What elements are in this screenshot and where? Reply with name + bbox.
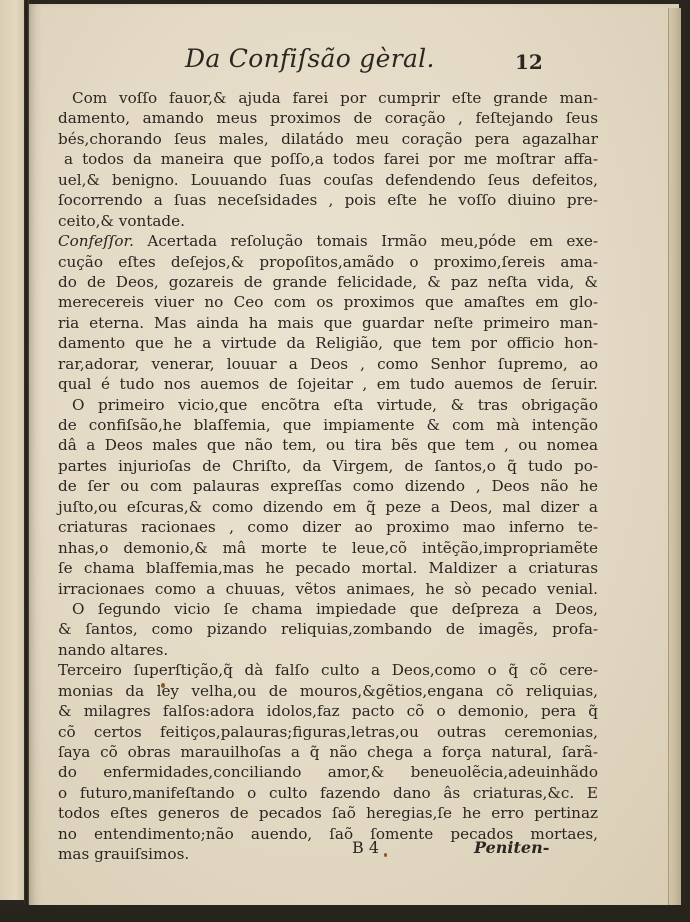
- running-header: [185, 44, 545, 78]
- text-line: cõ certos feitiços,palauras;figuras,letras,ou outras ceremonias,: [58, 722, 598, 741]
- text-line: juſto,ou eſcuras,& como dizendo em q̃ peze a Deos, mal dizer a: [58, 497, 598, 516]
- text-line: O ſegundo vicio ſe chama impiedade que deſpreza a Deos,: [72, 599, 598, 618]
- text-line: a todos da maneira que poſſo,a todos farei por me moſtrar affa-: [64, 150, 598, 169]
- text-line: merecereis viuer no Ceo com os proximos que amaſtes em glo-: [58, 293, 598, 312]
- text-line: no entendimento;não auendo, ſaõ ſomente pecados mortaes,: [58, 824, 598, 843]
- text-line: & ſantos, como pizando reliquias,zombando de imagẽs, profa-: [58, 620, 598, 639]
- text-line: ria eterna. Mas ainda ha mais que guardar neſte primeiro man-: [58, 313, 598, 332]
- signature-mark: B 4: [352, 838, 380, 857]
- text-line: nhas,o demonio,& mâ morte te leue,cõ intẽção,impropriamẽte: [58, 538, 598, 557]
- text-line: de confiſsão,he blaſfemia, que impiamente & com mà intenção: [58, 416, 598, 434]
- text-line: ſe chama blaſfemia,mas he pecado mortal. Maldizer a criaturas: [58, 559, 598, 578]
- text-line: de ſer ou com palauras expreſſas como dizendo , Deos não he: [58, 477, 598, 496]
- text-line: monias da ley velha,ou de mouros,&gẽtios,engana cõ reliquias,: [58, 681, 598, 700]
- text-line-rest: Acertada reſolução tomais Irmão meu,póde em exe-: [133, 232, 598, 251]
- text-line: criaturas racionaes , como dizer ao proximo mao inferno te-: [58, 518, 598, 537]
- folio-number: 12: [515, 50, 543, 74]
- facing-page-edge: [0, 0, 26, 900]
- text-line: O primeiro vicio,que encõtra eſta virtude, & tras obrigação: [72, 395, 598, 414]
- text-line: bés,chorando ſeus males, dilatádo meu coração pera agazalhar: [58, 129, 598, 148]
- text-line: todos eſtes generos de pecados ſaõ heregias,ſe he erro pertinaz: [58, 804, 598, 823]
- text-line: o futuro,manifeſtando o culto fazendo dano âs criaturas,&c. E: [58, 783, 598, 802]
- catchword: Peniten-: [474, 838, 550, 857]
- text-line: qual é tudo nos auemos de ſojeitar , em tudo auemos de ſeruir.: [58, 375, 598, 394]
- text-line: ſocorrendo a ſuas neceſsidades , pois eſte he voſſo diuino pre-: [58, 191, 598, 210]
- text-line: ceito,& vontade.: [58, 211, 185, 230]
- text-line: ſaya cõ obras marauilhoſas a q̃ não chega a força natural, ſarã-: [58, 743, 598, 761]
- running-head-title: Da Confiſsão gèral.: [185, 44, 435, 73]
- page-stack-edge: [668, 8, 681, 908]
- text-line: damento que he a virtude da Religião, que tem por officio hon-: [58, 334, 598, 353]
- text-line: dâ a Deos males que não tem, ou tira bẽs que tem , ou nomea: [58, 436, 598, 455]
- scan-background: [0, 905, 690, 922]
- text-line: cução eſtes deſejos,& propoſitos,amãdo o proximo,ſereis ama-: [58, 252, 598, 271]
- text-line: partes injurioſas de Chriſto, da Virgem, de ſantos,o q̃ tudo po-: [58, 456, 598, 475]
- text-line: nando altares.: [58, 640, 169, 659]
- text-line: Com voſſo fauor,& ajuda farei por cumprir eſte grande man-: [72, 89, 598, 107]
- text-line: uel,& benigno. Louuando ſuas couſas defendendo ſeus defeitos,: [58, 170, 598, 189]
- text-line: irracionaes como a chuuas, vẽtos animaes, he sò pecado venial.: [58, 579, 598, 598]
- text-line: & milagres falſos:adora idolos,faz pacto cõ o demonio, pera q̃: [58, 702, 598, 721]
- text-line: do enfermidades,conciliando amor,& beneuolẽcia,adeuinhãdo: [58, 763, 598, 782]
- page-footer: [0, 838, 690, 864]
- text-line: damento, amando meus proximos de coração , feſtejando ſeus: [58, 109, 598, 128]
- text-line: do de Deos, gozareis de grande felicidade, & paz neſta vida, &: [58, 272, 598, 291]
- text-line: rar,adorar, venerar, louuar a Deos , como Senhor ſupremo, ao: [58, 354, 598, 373]
- text-line: mas grauiſsimos.: [58, 845, 190, 864]
- text-line: Terceiro ſuperſtição,q̃ dà falſo culto a Deos,como o q̃ cõ cere-: [58, 661, 598, 680]
- body-text: [58, 88, 598, 865]
- text-line: [58, 231, 598, 251]
- speaker-label: Confeſſor.: [58, 232, 134, 251]
